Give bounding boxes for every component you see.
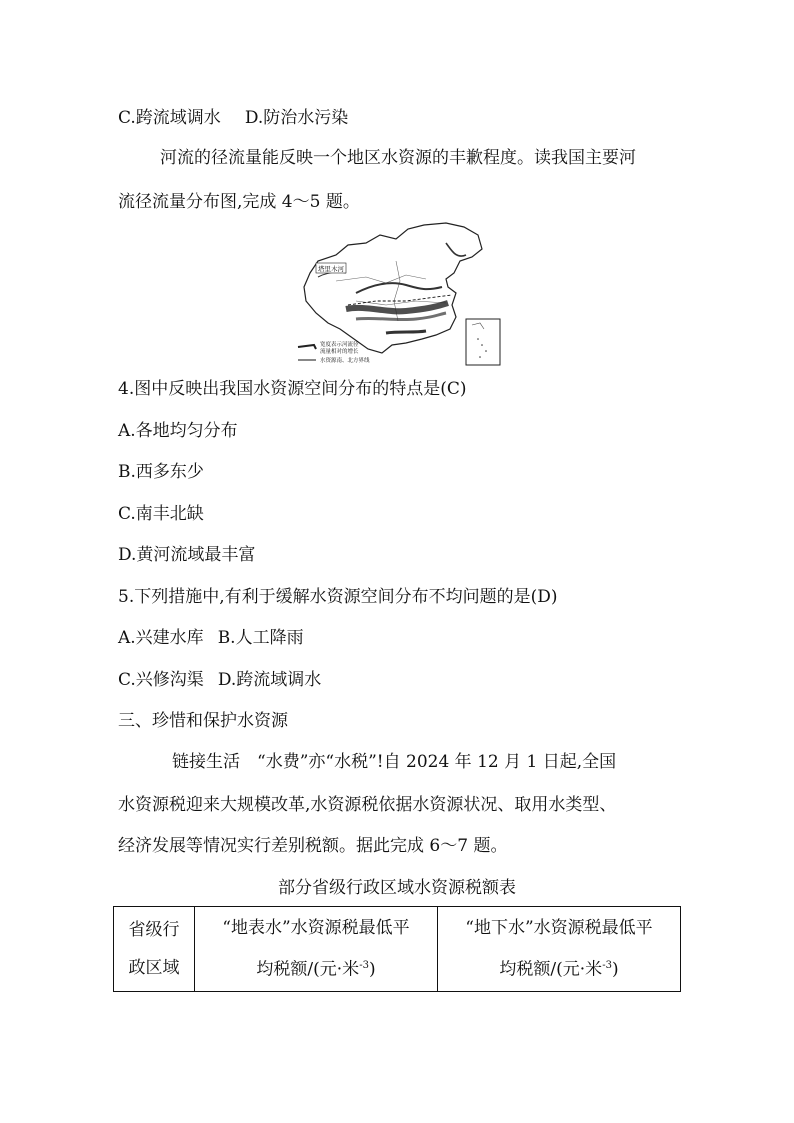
- intro-line-2: 流径流量分布图,完成 4～5 题。: [118, 192, 360, 212]
- option-d: D.跨流域调水: [217, 670, 322, 690]
- question5-options-cd: [118, 668, 321, 692]
- legend-width-line1: 宽度表示河流径: [320, 342, 359, 348]
- question4-option-c: C.南丰北缺: [118, 504, 204, 524]
- link-life-line-2: 水资源税迎来大规模改革,水资源税依据水资源状况、取用水类型、: [118, 795, 617, 815]
- option-b: B.人工降雨: [217, 628, 304, 648]
- option-c: C.兴修沟渠: [118, 670, 204, 690]
- question4-stem: 4.图中反映出我国水资源空间分布的特点是(C): [118, 379, 467, 399]
- header-surface-water: “地表水”水资源税最低平 均税额/(元·米$^{-3}$): [195, 907, 438, 992]
- option-d: D.防治水污染: [244, 108, 349, 128]
- legend-boundary: 水资源南、北方界线: [320, 358, 370, 364]
- option-a: A.兴建水库: [118, 628, 204, 648]
- question3-options-cd: [118, 106, 348, 130]
- link-life-line-3: 经济发展等情况实行差别税额。据此完成 6～7 题。: [118, 836, 508, 856]
- map-label-tarim: 塔里木河: [318, 265, 344, 273]
- question5-stem: 5.下列措施中,有利于缓解水资源空间分布不均问题的是(D): [118, 587, 558, 607]
- header-ground-water: “地下水”水资源税最低平 均税额/(元·米$^{-3}$): [438, 907, 681, 992]
- question4-option-d: D.黄河流域最丰富: [118, 545, 256, 565]
- option-c: C.跨流域调水: [118, 108, 221, 128]
- table-header-row: [114, 907, 681, 992]
- link-life-line-1: 链接生活 “水费”亦“水税”!自 2024 年 12 月 1 日起,全国: [172, 752, 617, 772]
- question4-option-b: B.西多东少: [118, 462, 204, 482]
- section-title: 三、珍惜和保护水资源: [118, 711, 288, 731]
- water-tax-table: [113, 906, 681, 992]
- china-river-runoff-map: [296, 221, 504, 369]
- table-caption: 部分省级行政区域水资源税额表: [278, 878, 516, 898]
- intro-line-1: 河流的径流量能反映一个地区水资源的丰歉程度。读我国主要河: [160, 148, 636, 168]
- legend-width-line2: 流量相对的增长: [320, 349, 359, 355]
- question5-options-ab: [118, 626, 304, 650]
- header-region: 省级行 政区域: [114, 907, 195, 992]
- question4-option-a: A.各地均匀分布: [118, 421, 238, 441]
